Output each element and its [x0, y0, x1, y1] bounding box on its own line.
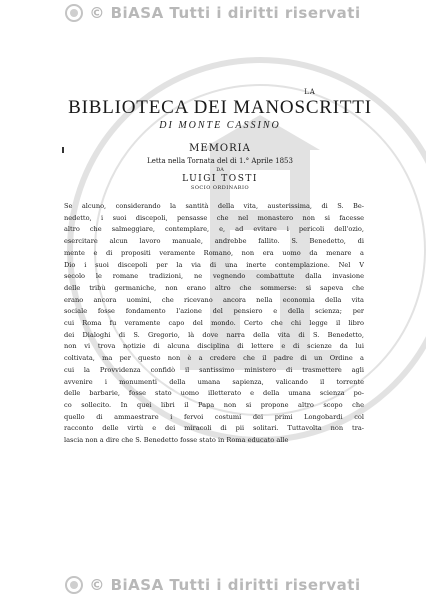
text-line: dei Dialoghi di S. Gregorio, là dove narra della vita di S. Benedetto,: [64, 330, 364, 339]
text-line: non vi trova notizie di alcuna disciplina di lettere e di scienze da lui: [64, 342, 364, 351]
text-line: cui Roma fu veramente capo del mondo. Certo che chi legge il libro: [64, 319, 364, 328]
text-line: coltivata, ma per questo non è a credere che il padre di un Ordine a: [64, 354, 364, 363]
text-line: secolo le romane tradizioni, ne vegnendo combattute dalla invasione: [64, 272, 364, 281]
text-line: delle tribù germaniche, non erano altro che sommerse: si sapeva che: [64, 283, 364, 292]
text-line: sociale fosse fondamento l'azione del pensiero e della scienza; per: [64, 307, 364, 316]
watermark-banner-bottom: [0, 572, 426, 598]
text-line: delle barbarie, fosse stato uomo illetterato e della umana scienza po-: [64, 389, 364, 398]
pre-title: LA: [304, 88, 316, 96]
document-page: [60, 88, 380, 447]
text-line: altro che salmeggiare, contemplare, e, ad evitare i pericoli dell'ozio,: [64, 225, 364, 234]
text-line: lascia non a dire che S. Benedetto fosse stato in Roma educato alle: [64, 436, 289, 445]
text-line: erano ancora uomini, che ricevano ancora nella economia della vita: [64, 295, 364, 304]
author-name: LUIGI TOSTI: [182, 174, 258, 184]
document-subtitle: DI MONTE CASSINO: [159, 120, 281, 131]
text-line: racconto delle virtù e dei miracoli di pii solitari. Tuttavolta non tra-: [64, 424, 364, 433]
text-line: cui la Provvidenza confidò il santissimo ministero di trasmettere agli: [64, 365, 364, 374]
text-line: avvenire i monumenti della umana sapienza, valicando il torrente: [64, 377, 364, 386]
text-line: Dio i suoi discepoli per la via di una inerte contemplazione. Nel V: [64, 260, 364, 269]
section-heading: MEMORIA: [189, 143, 251, 154]
watermark-text-bottom: © BiASA Tutti i diritti riservati: [89, 576, 361, 594]
text-line: quello di ammaestrare i fervoi costumi dei primi Longobardi col: [64, 412, 364, 421]
text-line: Se alcuno, considerando la santità della vita, austerissima, di S. Be-: [64, 202, 364, 210]
text-line: co sollecito. In quei libri il Papa non si propone altro scopo che: [64, 400, 364, 409]
copyright-icon: [65, 576, 83, 594]
text-line: nedetto, i suoi discepoli, pensasse che nel monastero non si facesse: [64, 213, 364, 222]
text-line: esercitare alcun lavoro manuale, andrebbe fallito. S. Benedetto, di: [64, 237, 364, 246]
text-line: mente e di propositi veramente Romano, non era uomo da menare a: [64, 248, 364, 257]
copyright-icon: [65, 4, 83, 22]
body-paragraph: [64, 201, 364, 447]
document-title: BIBLIOTECA DEI MANOSCRITTI: [68, 97, 372, 118]
watermark-text-top: © BiASA Tutti i diritti riservati: [89, 4, 361, 22]
watermark-banner-top: [0, 0, 426, 26]
by-line: DA: [216, 167, 224, 173]
read-date-line: Letta nella Tornata del di 1.° Aprile 1853: [147, 157, 293, 165]
author-note: SOCIO ORDINARIO: [190, 185, 250, 191]
